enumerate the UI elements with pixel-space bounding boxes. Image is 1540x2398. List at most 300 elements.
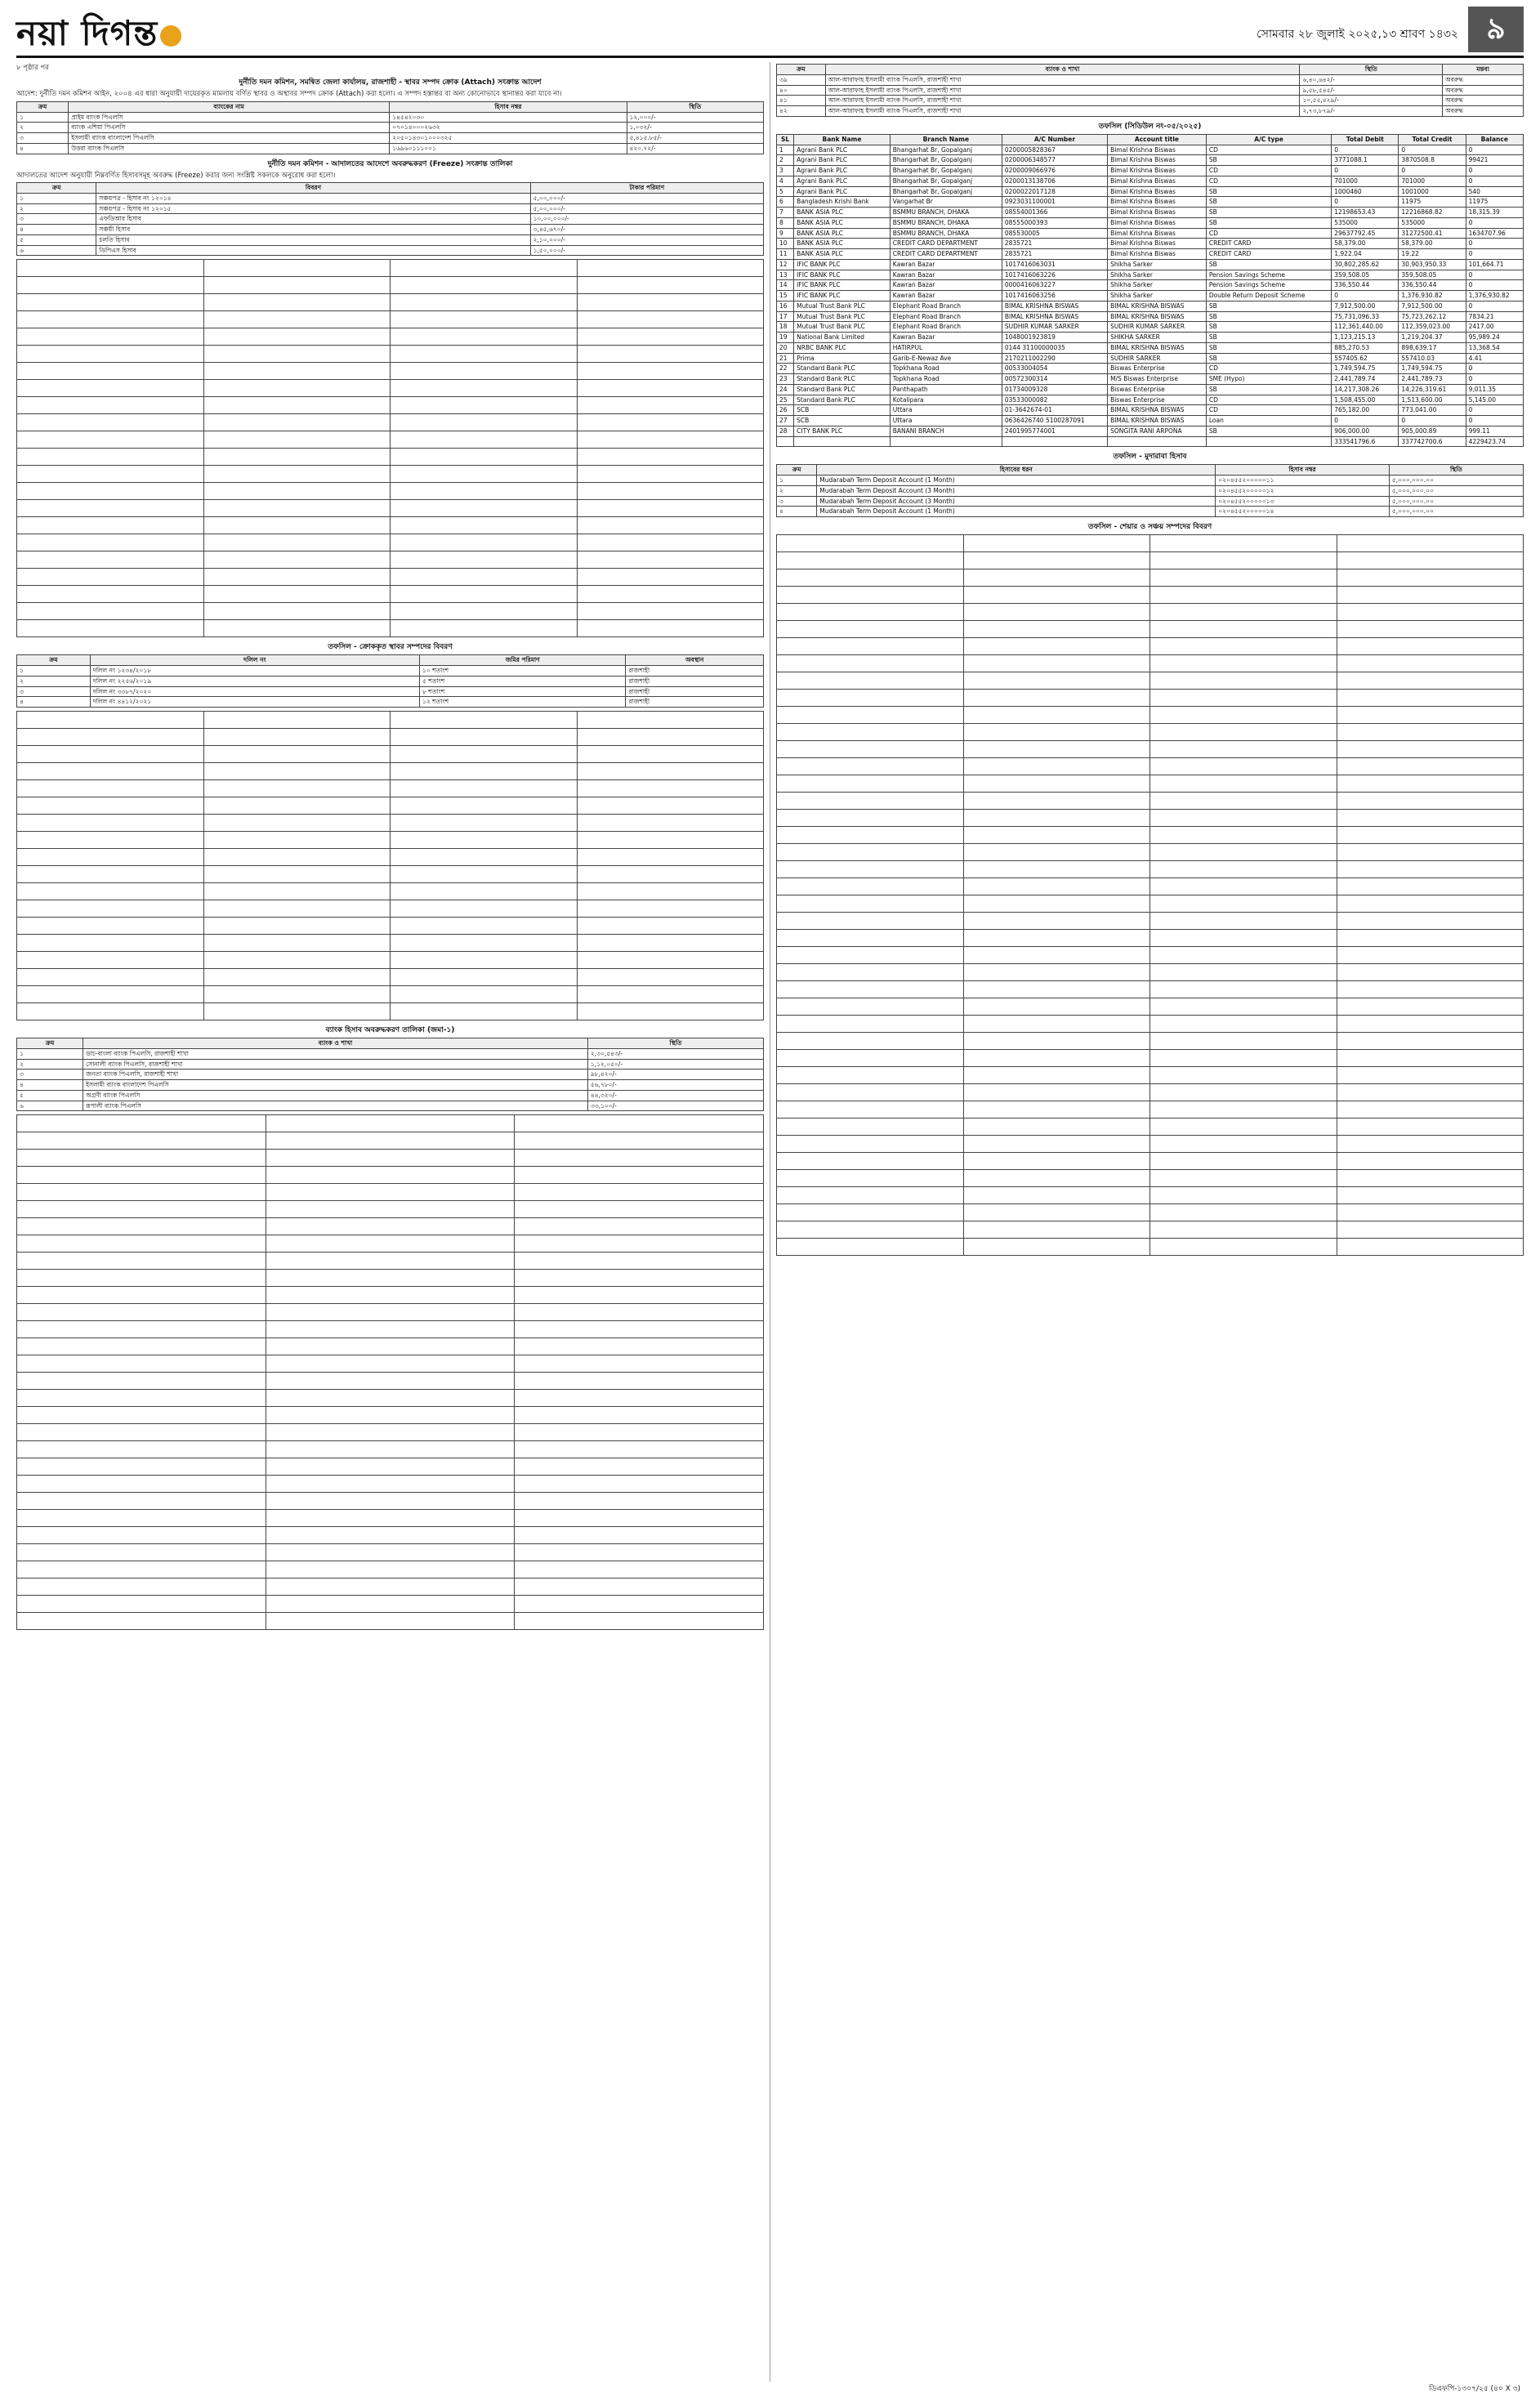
schedule-row (777, 145, 1524, 155)
schedule-row-cell: 0 (1466, 301, 1523, 311)
blank-row (17, 1373, 764, 1390)
schedule-row-cell: 0 (1332, 166, 1399, 176)
schedule-row-cell: SB (1206, 311, 1331, 322)
schedule-row-cell: 12198653.43 (1332, 208, 1399, 218)
schedule-row-cell: 01734009328 (1002, 384, 1107, 395)
freeze-row (17, 193, 764, 203)
account-row-cell: ১ (17, 1048, 83, 1059)
schedule-row-cell: Bangladesh Krishi Bank (794, 197, 891, 208)
schedule-row-cell: CD (1206, 395, 1331, 405)
blank-row (777, 878, 1524, 895)
schedule-row-cell: 7,912,500.00 (1332, 301, 1399, 311)
schedule-row-cell: 03533000082 (1002, 395, 1107, 405)
schedule-row-cell: 540 (1466, 186, 1523, 197)
account-row-cell: ২ (17, 1059, 83, 1069)
blank-row (777, 1033, 1524, 1050)
schedule-header: Balance (1466, 134, 1523, 145)
schedule-row-cell: 1634707.96 (1466, 228, 1523, 239)
top-row-cell: অবরুদ্ধ (1443, 106, 1524, 117)
account-row (17, 1048, 764, 1059)
blank-row (17, 483, 764, 500)
schedule-row-cell: 2401995774001 (1002, 426, 1107, 436)
blank-row (777, 1239, 1524, 1256)
schedule-row-cell: Elephant Road Branch (890, 322, 1002, 333)
schedule-row-cell: CD (1206, 166, 1331, 176)
top-row-cell: আল-আরাফাহ ইসলামী ব্যাংক পিএলসি, রাজশাহী শাখা (825, 74, 1300, 85)
schedule-row-cell: Panthapath (890, 384, 1002, 395)
schedule-row (777, 384, 1524, 395)
schedule-row-cell: Bhangarhat Br, Gopalganj (890, 186, 1002, 197)
blank-row (17, 1458, 764, 1476)
order1-body: আদেশ: দুর্নীতি দমন কমিশন আইন, ২০০৪ এর ধারা অনুযায়ী দায়েরকৃত মামলায় বর্ণিত স্থাবর ও অস্থাবর সম্পদ ক্রোক (Attach) করা হলো। এ সম্পদ হস্তান্তর বা অন্য কোনোভাবে স্থানান্তর করা যাবে না। (16, 90, 562, 99)
schedule-row-cell: Bimal Krishna Biswas (1108, 166, 1207, 176)
schedule-row-cell: 0200009066976 (1002, 166, 1107, 176)
schedule-row-cell: 1,123,215.13 (1332, 333, 1399, 343)
freeze-row-cell: ১,৫০,০০০/- (530, 245, 763, 256)
schedule-row-cell: Agrani Bank PLC (794, 176, 891, 186)
schedule-row-cell: Bimal Krishna Biswas (1108, 217, 1207, 228)
land-row-cell: ১০ শতাংশ (420, 666, 626, 677)
blank-row (777, 1084, 1524, 1101)
schedule-row-cell: 21 (777, 353, 794, 364)
top-row-cell: ৩৯ (777, 74, 826, 85)
newspaper-logo: নয়া দিগন্ত (16, 7, 184, 65)
schedule-row-cell: CD (1206, 364, 1331, 374)
blank-row (17, 1390, 764, 1407)
account-row-cell: রূপালী ব্যাংক পিএলসি (83, 1101, 588, 1111)
schedule-row-cell: 0 (1399, 416, 1466, 426)
account-row-cell: জনতা ব্যাংক পিএলসি, রাজশাহী শাখা (83, 1069, 588, 1080)
schedule-row-cell: Pension Savings Scheme (1206, 280, 1331, 291)
freeze-row-cell: ৫ (17, 234, 96, 245)
schedule-row-cell: 2 (777, 155, 794, 166)
schedule-row-cell: 4.41 (1466, 353, 1523, 364)
mudaraba-row-cell: Mudarabah Term Deposit Account (1 Month) (817, 476, 1216, 486)
schedule-row-cell: SB (1206, 353, 1331, 364)
masthead (16, 7, 1524, 58)
schedule-row (777, 426, 1524, 436)
bank-row (17, 143, 764, 154)
schedule-row-cell: 0000416063227 (1002, 280, 1107, 291)
blank-row (17, 1476, 764, 1493)
mudaraba-row-cell: Mudarabah Term Deposit Account (3 Month) (817, 485, 1216, 496)
account-row-cell: ইসলামী ব্যাংক বাংলাদেশ পিএলসি (83, 1080, 588, 1091)
schedule-row-cell (794, 436, 891, 447)
account-row (17, 1090, 764, 1101)
schedule-row-cell: 30,802,285.62 (1332, 259, 1399, 270)
schedule-row-cell: 1,749,594.75 (1399, 364, 1466, 374)
blank-row (777, 1119, 1524, 1136)
schedule-row-cell: 336,550.44 (1332, 280, 1399, 291)
schedule-row-cell: 0 (1466, 416, 1523, 426)
mudaraba-row-cell: ১ (777, 476, 817, 486)
schedule-header: Total Debit (1332, 134, 1399, 145)
schedule-row-cell: 1017416063256 (1002, 291, 1107, 301)
bank-row-cell: ১ (17, 112, 69, 123)
schedule-row-cell (777, 436, 794, 447)
schedule-row-cell: Agrani Bank PLC (794, 145, 891, 155)
blank-row (777, 775, 1524, 793)
schedule-row (777, 353, 1524, 364)
schedule-row-cell: 359,508.05 (1399, 270, 1466, 280)
blank-row (777, 587, 1524, 604)
schedule-row-cell: 4 (777, 176, 794, 186)
schedule-row-cell: 101,664.71 (1466, 259, 1523, 270)
blank-row (17, 1613, 764, 1630)
schedule-row (777, 280, 1524, 291)
schedule-row-cell: 085530005 (1002, 228, 1107, 239)
freeze-row-cell: ১ (17, 193, 96, 203)
mudaraba-row-cell: ৫,০০০,০০০.০০ (1389, 496, 1523, 507)
schedule-row-cell: CD (1206, 228, 1331, 239)
blank-row (17, 832, 764, 849)
blank-row (17, 1527, 764, 1544)
schedule-row (777, 311, 1524, 322)
top-row-cell: আল-আরাফাহ ইসলামী ব্যাংক পিএলসি, রাজশাহী শাখা (825, 106, 1300, 117)
schedule-row-cell: Bimal Krishna Biswas (1108, 228, 1207, 239)
schedule-row-cell: Bhangarhat Br, Gopalganj (890, 166, 1002, 176)
schedule-row (777, 395, 1524, 405)
blank-row (17, 1441, 764, 1458)
schedule-row-cell: BIMAL KRISHNA BISWAS (1108, 301, 1207, 311)
schedule-row (777, 259, 1524, 270)
blank-row (777, 604, 1524, 621)
blank-row (777, 827, 1524, 844)
blank-row (17, 1235, 764, 1253)
schedule-row-cell: SB (1206, 384, 1331, 395)
schedule-row-cell: 01-3642674-01 (1002, 405, 1107, 416)
schedule-row-cell: 2,441,789.74 (1332, 374, 1399, 385)
blank-row (17, 712, 764, 729)
blank-row (17, 431, 764, 449)
top-row-cell: ৯,৫৮,৫৪৫/- (1300, 85, 1443, 96)
schedule-row-cell: Shikha Sarker (1108, 280, 1207, 291)
schedule-row-cell: SCB (794, 405, 891, 416)
schedule-row-cell: 18,315.39 (1466, 208, 1523, 218)
schedule-row-cell: Mutual Trust Bank PLC (794, 322, 891, 333)
bank-row-cell: ১৬৯৬০১১১০০১ (390, 143, 627, 154)
schedule-row-cell: 08554001366 (1002, 208, 1107, 218)
schedule-row-cell (1108, 436, 1207, 447)
schedule-row-cell: BANK ASIA PLC (794, 228, 891, 239)
schedule-row-cell: 0 (1332, 197, 1399, 208)
bank-row-cell: ২ (17, 123, 69, 133)
schedule-row-cell: 3870508.8 (1399, 155, 1466, 166)
blank-row (777, 844, 1524, 861)
mudaraba-row-cell: Mudarabah Term Deposit Account (1 Month) (817, 507, 1216, 517)
freeze-row (17, 245, 764, 256)
schedule-row-cell: Loan (1206, 416, 1331, 426)
freeze-row-cell: ৫,০০,০০০/- (530, 193, 763, 203)
freeze-row-cell: ২,১০,০০০/- (530, 234, 763, 245)
schedule-row-cell: Kawran Bazar (890, 259, 1002, 270)
schedule-row-cell: Prima (794, 353, 891, 364)
account-row-cell: ৪৪,৩২০/- (587, 1090, 763, 1101)
blank-row (17, 1407, 764, 1424)
schedule-row-cell: National Bank Limited (794, 333, 891, 343)
account-row-cell: অগ্রণী ব্যাংক পিএলসি (83, 1090, 588, 1101)
schedule-row-cell: BSMMU BRANCH, DHAKA (890, 217, 1002, 228)
schedule-row-cell: 5 (777, 186, 794, 197)
schedule-header: A/C type (1206, 134, 1331, 145)
schedule-row-cell: IFIC BANK PLC (794, 291, 891, 301)
schedule-row-cell: 18 (777, 322, 794, 333)
blank-row (17, 1270, 764, 1287)
schedule-row-cell (1002, 436, 1107, 447)
schedule-row-cell: Bimal Krishna Biswas (1108, 186, 1207, 197)
footer-code: ডিএফপি-১৩০৭/২৫ (৪০ X ৩) (1429, 2385, 1520, 2393)
account-row-cell: ৩৩,১০০/- (587, 1101, 763, 1111)
land-row-cell: রাজশাহী (626, 697, 764, 708)
blank-row (17, 1184, 764, 1201)
schedule-row-cell: 0 (1332, 145, 1399, 155)
land-row-cell: ১২ শতাংশ (420, 697, 626, 708)
blank-row (777, 1170, 1524, 1187)
account-row (17, 1101, 764, 1111)
schedule-row-cell: 1001000 (1399, 186, 1466, 197)
schedule-row-cell: 701000 (1399, 176, 1466, 186)
blank-row (777, 655, 1524, 672)
schedule-row-cell: 0 (1466, 239, 1523, 249)
schedule-row-cell: BANANI BRANCH (890, 426, 1002, 436)
blank-row (17, 1132, 764, 1150)
schedule-row-cell: 2835721 (1002, 249, 1107, 260)
schedule-row-cell: 15 (777, 291, 794, 301)
blank-row (17, 1150, 764, 1167)
freeze-row-cell: সঞ্চয়পত্র - হিসাব নং ১২০১৪ (96, 193, 530, 203)
blank-row (17, 294, 764, 311)
schedule-row (777, 176, 1524, 186)
schedule-row-cell: 0144 31100000035 (1002, 342, 1107, 353)
land-row (17, 697, 764, 708)
schedule-row-cell: IFIC BANK PLC (794, 270, 891, 280)
blank-row (17, 260, 764, 277)
schedule-row-cell: 10 (777, 239, 794, 249)
mudaraba-row (777, 476, 1524, 486)
land-row-cell: ৫ শতাংশ (420, 676, 626, 686)
schedule-row-cell: SB (1206, 333, 1331, 343)
schedule-row-cell: Standard Bank PLC (794, 384, 891, 395)
schedule-row-cell: Double Return Deposit Scheme (1206, 291, 1331, 301)
blank-row (17, 1304, 764, 1321)
schedule-row-cell: Vangarhat Br (890, 197, 1002, 208)
schedule-row (777, 155, 1524, 166)
bank-row-cell: প্রাইম ব্যাংক পিএলসি (69, 112, 390, 123)
schedule-row-cell: 11975 (1466, 197, 1523, 208)
schedule-row-cell: Garib-E-Newaz Ave (890, 353, 1002, 364)
schedule-row-cell: 00533004054 (1002, 364, 1107, 374)
blank-row (17, 363, 764, 380)
account-row-cell: ৪ (17, 1080, 83, 1091)
schedule-row-cell: 9,011.35 (1466, 384, 1523, 395)
freeze-row-cell: ৪ (17, 225, 96, 235)
blank-row (17, 1201, 764, 1218)
schedule-row-cell: 0636426740 5100287091 (1002, 416, 1107, 426)
schedule-row-cell: SB (1206, 342, 1331, 353)
schedule-row-cell: BIMAL KRISHNA BISWAS (1108, 311, 1207, 322)
schedule-row-cell: 7 (777, 208, 794, 218)
blank-row (17, 866, 764, 883)
blank-row (17, 1115, 764, 1132)
account-row (17, 1059, 764, 1069)
freeze-table-continued (16, 259, 764, 637)
schedule-row-cell: 1017416063226 (1002, 270, 1107, 280)
schedule-row-cell: CITY BANK PLC (794, 426, 891, 436)
account-row-cell: ৯৮,৪২০/- (587, 1069, 763, 1080)
blank-row (17, 746, 764, 763)
land-row-cell: রাজশাহী (626, 676, 764, 686)
top-row-cell: অবরুদ্ধ (1443, 96, 1524, 106)
blank-row (777, 690, 1524, 707)
blank-row (777, 621, 1524, 638)
schedule-row-cell: 2835721 (1002, 239, 1107, 249)
schedule-row (777, 322, 1524, 333)
schedule-row-cell: BANK ASIA PLC (794, 208, 891, 218)
schedule-row-cell: SB (1206, 208, 1331, 218)
blank-row (17, 763, 764, 780)
account-row-cell: ১,১২,০৫০/- (587, 1059, 763, 1069)
bank-row-cell: ১৪৫৪২০৩০ (390, 112, 627, 123)
schedule-row-cell: CREDIT CARD DEPARTMENT (890, 239, 1002, 249)
schedule-row-cell: 337742700.6 (1399, 436, 1466, 447)
schedule-row-cell: 557405.62 (1332, 353, 1399, 364)
blank-row (17, 466, 764, 483)
schedule-row-cell: Bhangarhat Br, Gopalganj (890, 155, 1002, 166)
schedule-row-cell: 00572300314 (1002, 374, 1107, 385)
schedule-row-cell: 0200013138706 (1002, 176, 1107, 186)
schedule-title: তফসিল (সিডিউল নং-০৫/২০২৫) (1098, 122, 1202, 131)
mudaraba-row (777, 485, 1524, 496)
freeze-row-cell: সঞ্চয়পত্র - হিসাব নং ১২০১৫ (96, 203, 530, 214)
schedule-row-cell: 9 (777, 228, 794, 239)
blank-row (777, 861, 1524, 878)
blank-row (777, 741, 1524, 758)
blank-row (17, 1167, 764, 1184)
schedule-row-cell: 11 (777, 249, 794, 260)
schedule-row-cell: Biswas Enterprise (1108, 384, 1207, 395)
schedule-row-cell: 1017416063031 (1002, 259, 1107, 270)
schedule-row-cell: 6 (777, 197, 794, 208)
continued-note: ৮ পৃষ্ঠার পর (16, 64, 49, 72)
top-row (777, 85, 1524, 96)
top-row-cell: ৬,৪০,৬৪২/- (1300, 74, 1443, 85)
schedule-row-cell (890, 436, 1002, 447)
schedule-row-cell: 4229423.74 (1466, 436, 1523, 447)
account-table-continued (16, 1114, 764, 1630)
top-row-cell: ৪১ (777, 96, 826, 106)
blank-row (17, 883, 764, 900)
bank-row-cell: ০৭০১৪০০০২৬৩২ (390, 123, 627, 133)
land-row (17, 666, 764, 677)
schedule-row-cell: BSMMU BRANCH, DHAKA (890, 208, 1002, 218)
schedule-row-cell: 112,359,023.00 (1399, 322, 1466, 333)
mudaraba-row-cell: ৫,০০০,০০০.০০ (1389, 476, 1523, 486)
schedule-row-cell: BIMAL KRISHNA BISWAS (1108, 405, 1207, 416)
freeze-row-cell: ২ (17, 203, 96, 214)
schedule-row (777, 239, 1524, 249)
blank-row (17, 603, 764, 620)
schedule-row-cell: 333541796.6 (1332, 436, 1399, 447)
schedule-row-cell: 898,639.17 (1399, 342, 1466, 353)
blank-row (17, 380, 764, 397)
schedule-row (777, 405, 1524, 416)
schedule-row-cell: 0200022017128 (1002, 186, 1107, 197)
schedule-row-cell: 535000 (1399, 217, 1466, 228)
schedule-row-cell: 2170211002290 (1002, 353, 1107, 364)
schedule-row-cell: 19 (777, 333, 794, 343)
account-row (17, 1080, 764, 1091)
land-table-continued (16, 711, 764, 1020)
account-row-cell: ডাচ-বাংলা ব্যাংক পিএলসি, রাজশাহী শাখা (83, 1048, 588, 1059)
freeze-row (17, 203, 764, 214)
schedule-row-cell: SB (1206, 301, 1331, 311)
schedule-row-cell: 1,513,600.00 (1399, 395, 1466, 405)
schedule-row-cell: Topkhana Road (890, 364, 1002, 374)
blank-row (17, 517, 764, 534)
blank-row (17, 397, 764, 414)
schedule-row-cell: 1000460 (1332, 186, 1399, 197)
order2-body: আদালতের আদেশ অনুযায়ী নিম্নবর্ণিত হিসাবসমূহ অবরুদ্ধ (Freeze) করার জন্য সংশ্লিষ্ট সকলকে অনুরোধ করা হলো। (16, 171, 336, 180)
schedule-row-cell: Agrani Bank PLC (794, 186, 891, 197)
mudaraba-row-cell: ০২০৪৫৫২০০০০০১২ (1216, 485, 1390, 496)
blank-row (17, 1321, 764, 1338)
schedule-row-cell: 0923031100001 (1002, 197, 1107, 208)
schedule-row-cell: BIMAL KRISHNA BISWAS (1002, 311, 1107, 322)
land-row-cell: রাজশাহী (626, 666, 764, 677)
freeze-table: ক্রম বিবরণ টাকার পরিমাণ ১ সঞ্চয়পত্র - হিসাব নং ১২০১৪ ৫,০০,০০০/- ২ সঞ্চয়পত্র - হিসাব নং ১২০১৫ ৫,০০,০০০/- ৩ এফডিআর হিসাব ১০,০০,০০০/- ৪ সঞ্চয়ী হিসাব ৩,৪৫,৬৭০/- ৫ চলতি হিসাব ২,১০,০০০/- ৬ ডিপিএস হিসাব ১,৫০,০০০/- (16, 182, 764, 256)
schedule-row-cell: BIMAL KRISHNA BISWAS (1108, 342, 1207, 353)
schedule-row-cell: Bimal Krishna Biswas (1108, 249, 1207, 260)
blank-row (17, 780, 764, 797)
blank-row (17, 986, 764, 1003)
schedule-row-cell: CD (1206, 145, 1331, 155)
freeze-row-cell: ৩,৪৫,৬৭০/- (530, 225, 763, 235)
schedule-row-cell: 0 (1466, 374, 1523, 385)
schedule-row-cell: 12216868.82 (1399, 208, 1466, 218)
schedule-row-cell: BANK ASIA PLC (794, 249, 891, 260)
blank-row (777, 758, 1524, 775)
schedule-row-cell: SME (Hypo) (1206, 374, 1331, 385)
schedule-row (777, 364, 1524, 374)
schedule-row-cell: 13 (777, 270, 794, 280)
schedule-row-cell: 17 (777, 311, 794, 322)
schedule-row-cell: SB (1206, 322, 1331, 333)
schedule-row-cell: 1,219,204.37 (1399, 333, 1466, 343)
blank-row (777, 964, 1524, 981)
schedule-row-cell: 13,368.54 (1466, 342, 1523, 353)
schedule-row-cell: 0 (1466, 280, 1523, 291)
schedule-row-cell: BSMMU BRANCH, DHAKA (890, 228, 1002, 239)
schedule-row-cell: Bimal Krishna Biswas (1108, 145, 1207, 155)
schedule-row-cell: CREDIT CARD DEPARTMENT (890, 249, 1002, 260)
freeze-row-cell: সঞ্চয়ী হিসাব (96, 225, 530, 235)
blank-row (17, 414, 764, 431)
schedule-row-cell: SUDHIR KUMAR SARKER (1108, 322, 1207, 333)
top-account-table: ক্রম ব্যাংক ও শাখা স্থিতি মন্তব্য ৩৯ আল-আরাফাহ ইসলামী ব্যাংক পিএলসি, রাজশাহী শাখা ৬,৪০,৬৪২/- অবরুদ্ধ ৪০ আল-আরাফাহ ইসলামী ব্যাংক পিএলসি, রাজশাহী শাখা ৯,৫৮,৫৪৫/- অবরুদ্ধ ৪১ আল-আরাফাহ ইসলামী ব্যাংক পিএলসি, রাজশাহী শাখা ১০,৫৫,৪২৯/- অবরুদ্ধ ৪২ আল-আরাফাহ ইসলামী ব্যাংক পিএলসি, রাজশাহী শাখা ২,৭৩,৮৭৯/- অবরুদ্ধ (776, 64, 1524, 117)
schedule-row-cell: SB (1206, 155, 1331, 166)
schedule-row-cell: Bimal Krishna Biswas (1108, 155, 1207, 166)
schedule-row-cell: Kawran Bazar (890, 333, 1002, 343)
schedule-header: Total Credit (1399, 134, 1466, 145)
account-row-cell: ৫ (17, 1090, 83, 1101)
schedule-row-cell: 2,441,789.73 (1399, 374, 1466, 385)
schedule-row-cell: 1,749,594.75 (1332, 364, 1399, 374)
schedule-row (777, 249, 1524, 260)
top-row-cell: ১০,৫৫,৪২৯/- (1300, 96, 1443, 106)
blank-row (17, 328, 764, 346)
bank-row-cell: ৫,৪১৫.৮৫/- (627, 133, 763, 144)
mudaraba-row (777, 507, 1524, 517)
